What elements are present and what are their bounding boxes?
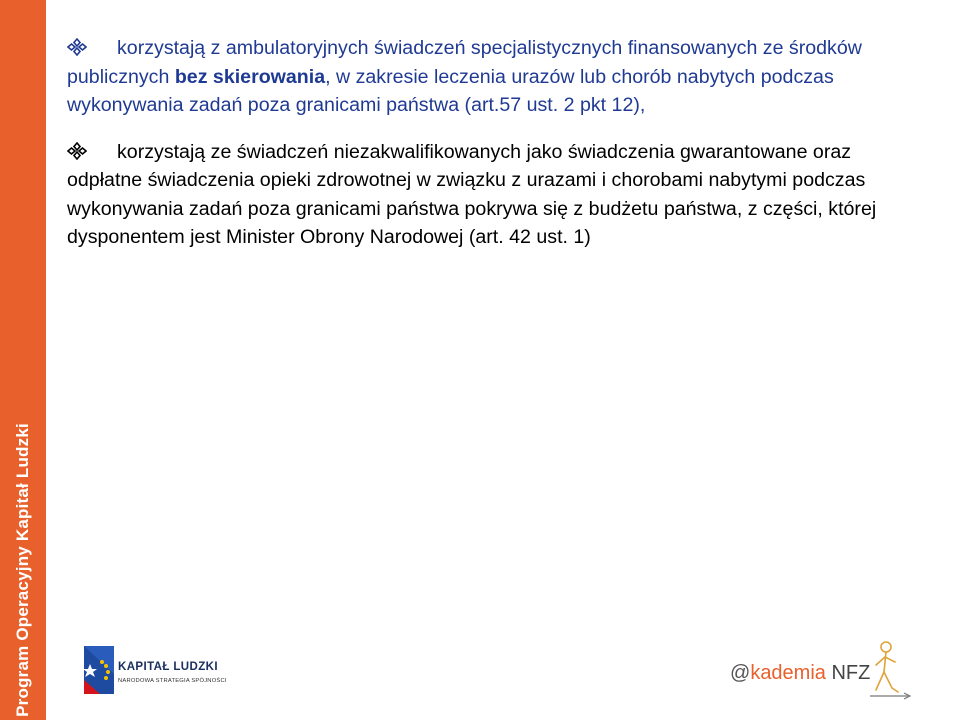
bullet-paragraph-2 <box>67 138 907 252</box>
kapital-ludzki-subtitle: NARODOWA STRATEGIA SPÓJNOŚCI <box>118 678 227 684</box>
kapital-ludzki-logo <box>58 618 246 718</box>
walking-figure-icon <box>868 640 912 702</box>
slide-content <box>67 34 907 252</box>
bullet-paragraph-1 <box>67 34 907 120</box>
diamond-bullet-icon <box>67 34 117 63</box>
akademia-word: kademia <box>750 662 826 684</box>
bullet-1-bold: bez skierowania <box>174 65 326 88</box>
kapital-ludzki-emblem-icon <box>80 644 116 696</box>
kapital-ludzki-title: KAPITAŁ LUDZKI <box>118 661 218 673</box>
bullet-1-text-b: , w zakresie leczenia urazów lub chorób nabytych podczas wykonywania zadań poza granicami państwa (art.57 ust. 2 pkt 12), <box>67 65 834 116</box>
diamond-bullet-icon <box>67 138 117 167</box>
bullet-1-text-a: korzystają z ambulatoryjnych świadczeń specjalistycznych finansowanych ze środków publicznych <box>67 37 862 88</box>
bullet-2-text: korzystają ze świadczeń niezakwalifikowanych jako świadczenia gwarantowane oraz odpłatne świadczenia opieki zdrowotnej w związku z urazami i chorobami nabytymi podczas wykonywania zadań poza granicami państwa pokrywa się z budżetu państwa, z części, której dysponentem jest Minister Obrony Narodowej (art. 42 ust. 1) <box>67 140 877 248</box>
akademia-at-sign: @ <box>730 662 751 684</box>
sidebar-band <box>0 0 46 720</box>
akademia-nfz-word: NFZ <box>831 662 871 684</box>
sidebar-program-label: Program Operacyjny Kapitał Ludzki <box>13 423 32 717</box>
akademia-nfz-logo <box>730 662 870 685</box>
